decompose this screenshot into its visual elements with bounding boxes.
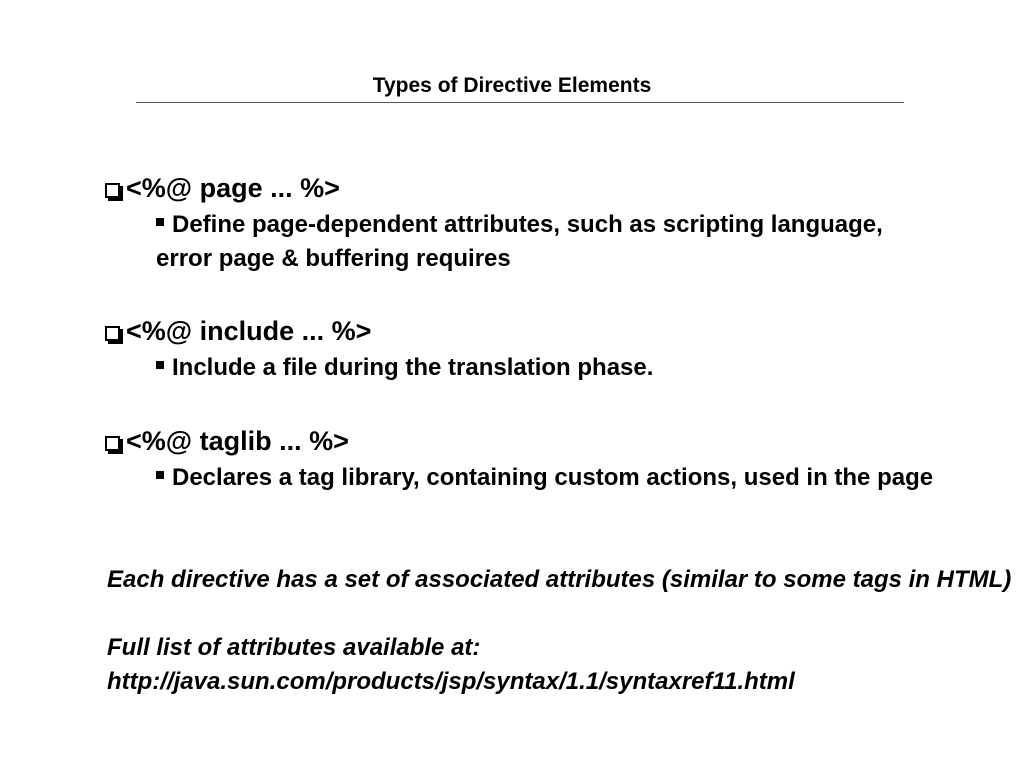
attributes-note: Each directive has a set of associated attributes (similar to some tags in HTML)	[107, 566, 1012, 593]
directive-page-syntax: <%@ page ... %>	[126, 173, 340, 203]
directive-include-description	[156, 351, 976, 385]
directive-taglib-syntax: <%@ taglib ... %>	[126, 426, 349, 456]
directive-include-heading	[105, 315, 371, 347]
slide-title: Types of Directive Elements	[372, 74, 652, 97]
directive-include-syntax: <%@ include ... %>	[126, 316, 372, 346]
checkbox-bullet-icon	[105, 183, 120, 198]
directive-page-heading	[105, 172, 340, 204]
directive-taglib-heading	[105, 425, 349, 457]
directive-taglib-description	[156, 461, 1016, 495]
attributes-list-label: Full list of attributes available at:	[107, 634, 481, 661]
directive-include-description-text: Include a file during the translation phase.	[172, 354, 654, 381]
title-divider	[136, 102, 904, 103]
square-bullet-icon	[156, 218, 164, 226]
checkbox-bullet-icon	[105, 436, 120, 451]
square-bullet-icon	[156, 361, 164, 369]
directive-page-description	[156, 208, 896, 276]
square-bullet-icon	[156, 471, 164, 479]
directive-page-description-text: Define page-dependent attributes, such as scripting language, error page & buffering requires	[156, 211, 883, 272]
attributes-list-url[interactable]: http://java.sun.com/products/jsp/syntax/1.1/syntaxref11.html	[107, 668, 795, 695]
checkbox-bullet-icon	[105, 326, 120, 341]
directive-taglib-description-text: Declares a tag library, containing custom actions, used in the page	[172, 464, 934, 491]
